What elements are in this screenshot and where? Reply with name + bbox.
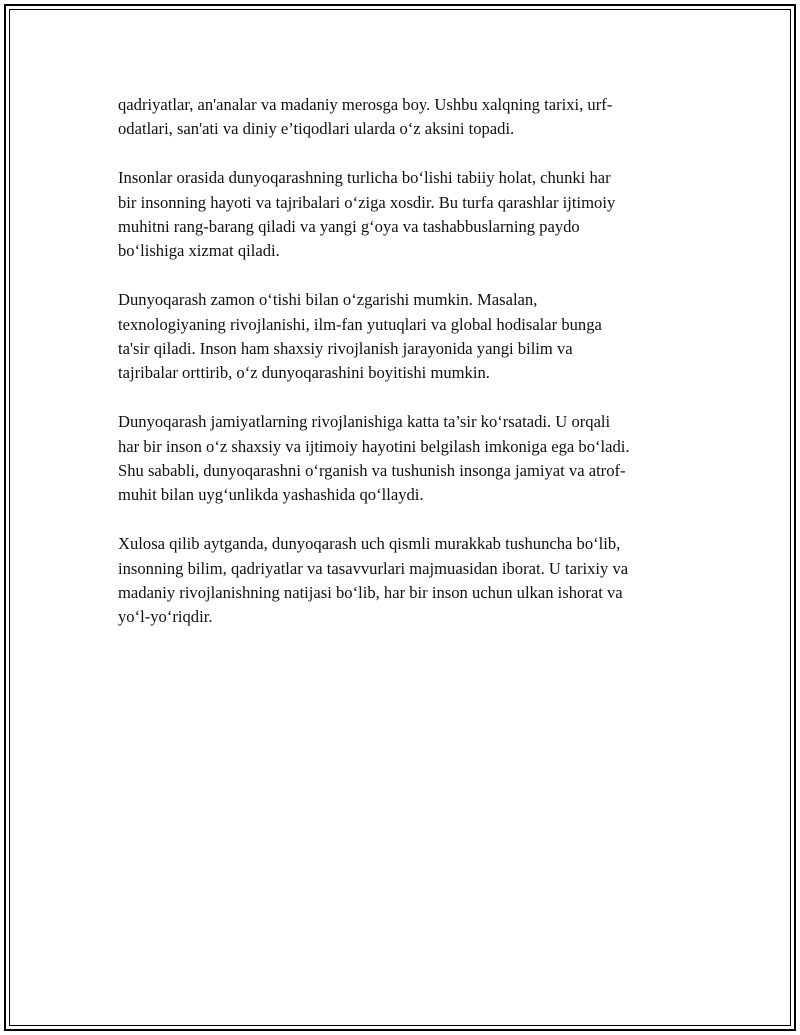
paragraph: Dunyoqarash zamon o‘tishi bilan o‘zgarishi mumkin. Masalan, texnologiyaning rivojlanishi, ilm-fan yutuqlari va global hodisalar bunga ta'sir qiladi. Inson ham shaxsiy rivojlanish jarayonida yangi bilim va tajribalar orttirib, o‘z dunyoqarashini boyitishi mumkin. xyxy=(118,290,602,383)
paragraph: Xulosa qilib aytganda, dunyoqarash uch qismli murakkab tushuncha bo‘lib, insonning bilim, qadriyatlar va tasavvurlari majmuasidan iborat. U tarixiy va madaniy rivojlanishning natijasi bo‘lib, har bir inson uchun ulkan ishorat va yo‘l-yo‘riqdir. xyxy=(118,534,629,627)
document-body xyxy=(118,93,690,654)
paragraph: Insonlar orasida dunyoqarashning turlicha bo‘lishi tabiiy holat, chunki har bir insonning hayoti va tajribalari o‘ziga xosdir. Bu turfa qarashlar ijtimoiy muhitni rang-barang qiladi va yangi g‘oya va tashabbuslarning paydo bo‘lishiga xizmat qiladi. xyxy=(118,168,616,261)
paragraph: qadriyatlar, an'analar va madaniy merosga boy. Ushbu xalqning tarixi, urf- odatlari, san'ati va diniy e’tiqodlari ularda o‘z aksini topadi. xyxy=(118,95,613,139)
paragraph: Dunyoqarash jamiyatlarning rivojlanishiga katta ta’sir ko‘rsatadi. U orqali har bir inson o‘z shaxsiy va ijtimoiy hayotini belgilash imkoniga ega bo‘ladi. Shu sababli, dunyoqarashni o‘rganish va tushunish insonga jamiyat va atrof- muhit bilan uyg‘unlikda yashashida qo‘llaydi. xyxy=(118,412,630,505)
